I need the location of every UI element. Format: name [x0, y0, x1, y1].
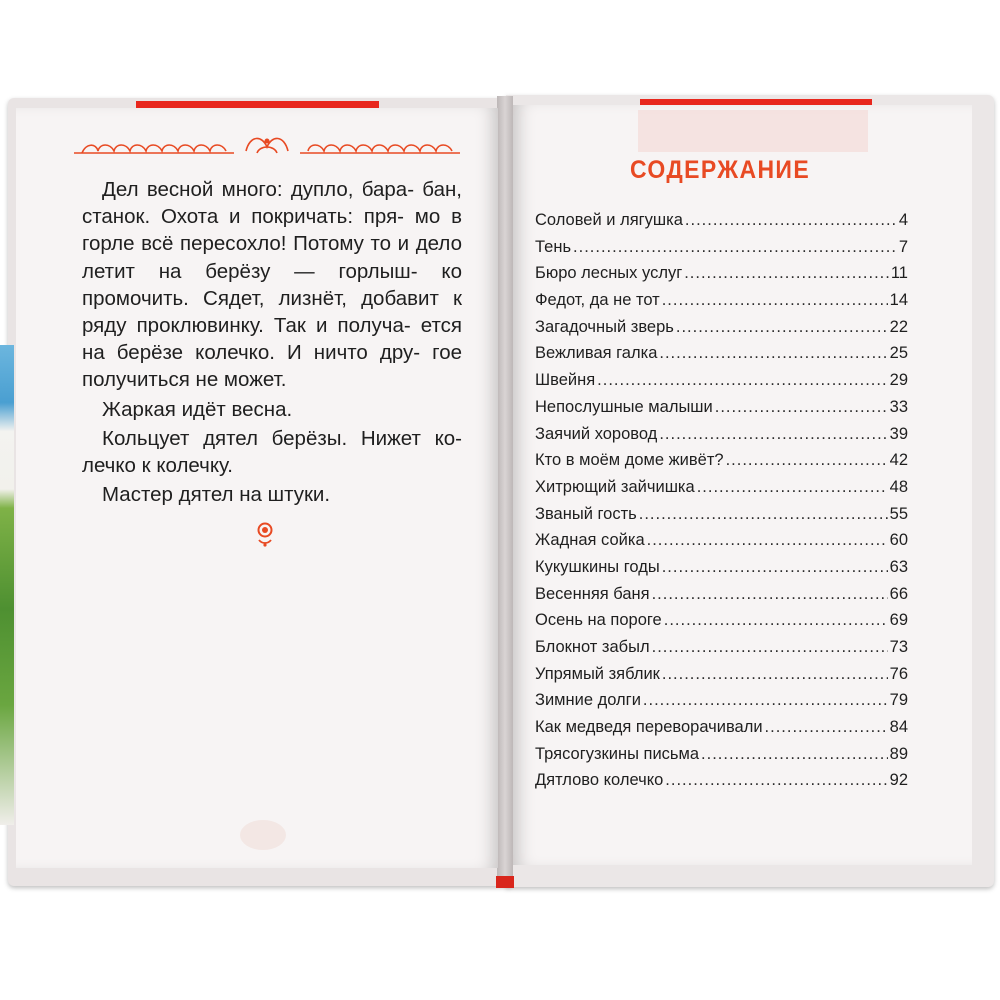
toc-entry[interactable]	[535, 344, 908, 371]
toc-entry[interactable]	[535, 451, 908, 478]
toc-entry-title: Кто в моём доме живёт?	[535, 451, 724, 470]
toc-entry-page: 92	[889, 771, 908, 790]
dot-leader	[664, 611, 888, 630]
dot-leader	[715, 398, 888, 417]
toc-entry-page: 42	[889, 451, 908, 470]
story-text	[82, 176, 462, 508]
toc-entry-title: Тень	[535, 237, 572, 256]
toc-entry-page: 66	[889, 584, 908, 603]
toc-entry-title: Блокнот забыл	[535, 638, 650, 656]
dot-leader	[662, 665, 888, 684]
toc-entry-page: 39	[889, 424, 908, 443]
dot-leader	[647, 531, 888, 550]
bleed-through-page-number	[240, 820, 286, 850]
story-paragraph: Дел весной много: дупло, бара- бан, станок. Охота и покричать: пря- мо в горле всё пересохло! Потому то и дело летит на берёзу — горлыш- ко промочить. Сядет, лизнёт, добавит к ряду проклювинку. Так и получа- ется на берёзе колечко. И ничто дру- гое получиться не может.	[82, 178, 462, 392]
dot-leader	[652, 585, 888, 604]
toc-entry[interactable]	[535, 638, 908, 665]
dot-leader	[659, 344, 887, 363]
toc-entry-page: 29	[889, 371, 908, 390]
toc-entry[interactable]	[535, 211, 908, 238]
toc-entry-page: 22	[889, 317, 908, 336]
toc-entry-page: 11	[890, 264, 908, 283]
toc-entry-title: Зимние долги	[535, 691, 641, 710]
toc-entry-title: Швейня	[535, 371, 596, 390]
toc-entry[interactable]	[535, 771, 908, 798]
toc-entry-title: Бюро лесных услуг	[535, 264, 683, 283]
dot-leader	[652, 638, 888, 657]
dot-leader	[659, 425, 887, 444]
toc-entry-page: 25	[889, 344, 908, 363]
toc-entry-page: 89	[889, 744, 908, 763]
book-spine	[497, 96, 513, 888]
toc-entry[interactable]	[535, 425, 908, 452]
dot-leader	[639, 505, 888, 524]
toc-entry[interactable]	[535, 291, 908, 318]
toc-entry-page: 73	[889, 638, 908, 656]
contents-heading: СОДЕРЖАНИЕ	[630, 156, 811, 184]
dot-leader	[697, 478, 888, 497]
toc-entry[interactable]	[535, 371, 908, 398]
toc-entry-title: Заячий хоровод	[535, 424, 658, 443]
toc-entry-page: 14	[889, 291, 908, 310]
toc-entry[interactable]	[535, 745, 908, 772]
dot-leader	[701, 745, 888, 764]
toc-entry-title: Дятлово колечко	[535, 771, 664, 790]
toc-entry[interactable]	[535, 398, 908, 425]
toc-entry[interactable]	[535, 238, 908, 265]
dot-leader	[643, 691, 888, 710]
toc-entry[interactable]	[535, 691, 908, 718]
bleed-through-heading	[110, 150, 410, 174]
toc-entry-title: Весенняя баня	[535, 584, 650, 603]
toc-entry-page: 69	[889, 611, 908, 630]
toc-entry-page: 79	[889, 691, 908, 710]
dot-leader	[685, 211, 897, 230]
toc-entry-page: 84	[889, 718, 908, 737]
toc-entry[interactable]	[535, 585, 908, 612]
dot-leader	[726, 451, 888, 470]
table-of-contents	[535, 211, 908, 798]
bleed-through-corner	[638, 110, 868, 152]
dot-leader	[573, 238, 897, 257]
toc-entry[interactable]	[535, 665, 908, 692]
toc-entry-title: Вежливая галка	[535, 344, 658, 363]
toc-entry-page: 7	[898, 237, 908, 256]
toc-entry-title: Жадная сойка	[535, 531, 645, 550]
toc-entry-title: Кукушкины годы	[535, 557, 660, 576]
story-paragraph: Мастер дятел на штуки.	[102, 483, 331, 507]
flourish-end-icon	[255, 522, 275, 548]
toc-entry[interactable]	[535, 558, 908, 585]
toc-entry-title: Упрямый зяблик	[535, 664, 660, 683]
toc-entry-page: 60	[889, 531, 908, 550]
toc-entry-page: 33	[889, 397, 908, 416]
toc-entry-title: Соловей и лягушка	[535, 211, 683, 229]
dot-leader	[662, 558, 888, 577]
toc-entry-page: 48	[889, 477, 908, 496]
toc-entry[interactable]	[535, 531, 908, 558]
toc-entry[interactable]	[535, 611, 908, 638]
toc-entry-title: Загадочный зверь	[535, 317, 674, 336]
story-paragraph: Жаркая идёт весна.	[102, 397, 293, 421]
dot-leader	[676, 318, 888, 337]
toc-entry-page: 55	[889, 504, 908, 523]
toc-entry-title: Званый гость	[535, 504, 637, 523]
dot-leader	[765, 718, 888, 737]
toc-entry[interactable]	[535, 718, 908, 745]
toc-entry-page: 63	[889, 557, 908, 576]
cover-illustration-edge	[0, 345, 14, 825]
toc-entry[interactable]	[535, 264, 908, 291]
toc-entry-title: Как медведя переворачивали	[535, 718, 763, 737]
dot-leader	[662, 291, 888, 310]
toc-entry[interactable]	[535, 478, 908, 505]
spine-red-edge	[496, 876, 514, 888]
toc-entry-page: 4	[898, 211, 908, 229]
toc-entry-page: 76	[889, 664, 908, 683]
dot-leader	[597, 371, 887, 390]
toc-entry[interactable]	[535, 505, 908, 532]
dot-leader	[665, 771, 887, 790]
dot-leader	[684, 264, 889, 283]
toc-entry[interactable]	[535, 318, 908, 345]
toc-entry-title: Осень на пороге	[535, 611, 662, 630]
story-paragraph: Кольцует дятел берёзы. Нижет ко- лечко к колечку.	[82, 426, 462, 478]
toc-entry-title: Федот, да не тот	[535, 291, 660, 310]
toc-entry-title: Трясогузкины письма	[535, 744, 700, 763]
toc-entry-title: Хитрющий зайчишка	[535, 477, 695, 496]
toc-entry-title: Непослушные малыши	[535, 397, 713, 416]
